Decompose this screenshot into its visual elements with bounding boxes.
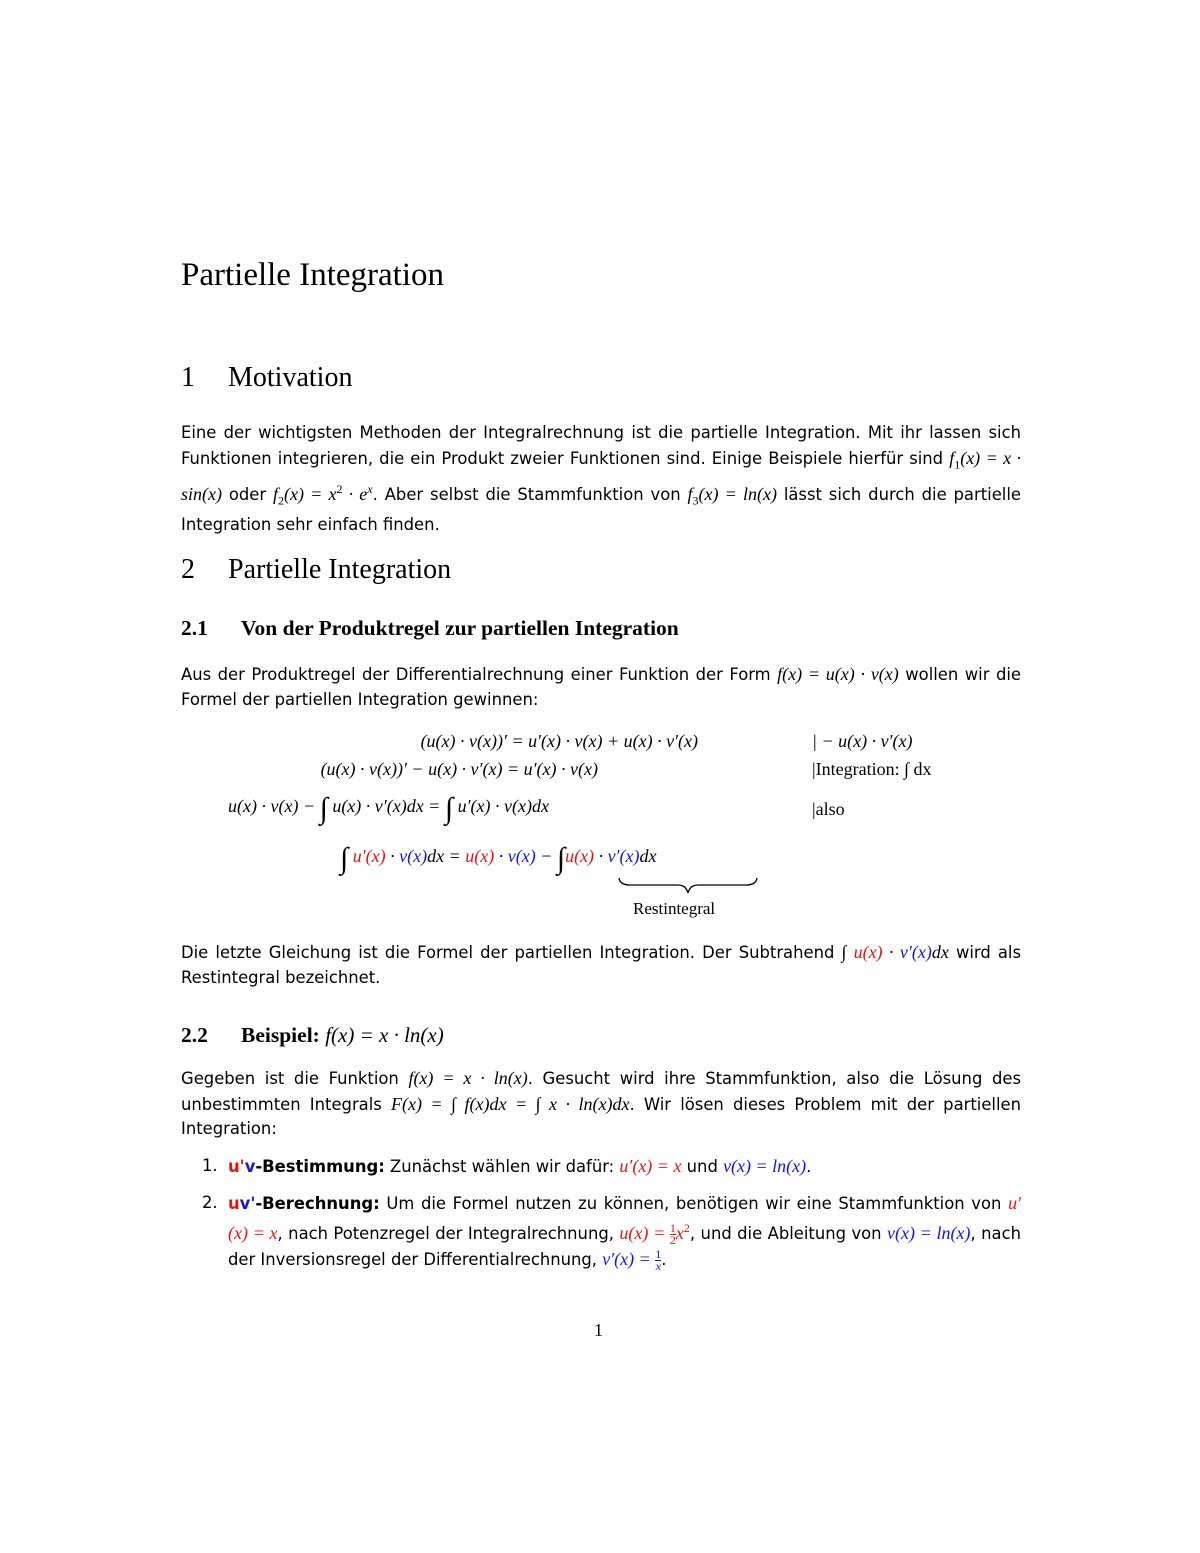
step-2-math-u-prime: u′(x) = x xyxy=(228,1192,1021,1243)
eq4-u3: u(x) xyxy=(565,846,595,866)
step-1-label-u: u' xyxy=(228,1157,245,1176)
motivation-text-oder: oder xyxy=(221,484,273,504)
eq3-part-a: u(x) · v(x) − xyxy=(228,796,316,816)
eq3-part-b: u(x) · v′(x)dx = xyxy=(332,796,441,816)
document-title: Partielle Integration xyxy=(181,257,444,293)
equation-1-lhs: (u(x) · v(x))′ = u′(x) · v(x) + u(x) · v′(x) xyxy=(420,731,698,751)
eq4-v: v(x) xyxy=(399,846,428,866)
beispiel-text-c: . Wir lösen dieses Problem mit der partiellen Integration: xyxy=(181,1094,1021,1138)
eq4-v-prime: v′(x) xyxy=(607,846,640,866)
section-2-heading xyxy=(181,553,451,587)
step-2-math-u: $u(x) = \frac{1}{2}$ $x^2$ xyxy=(619,1221,690,1247)
integral-sign-icon: ∫ xyxy=(556,842,566,875)
step-1-label-v: v xyxy=(244,1157,256,1176)
section-2-number: 2 xyxy=(181,554,195,585)
subsection-2-1-title: Von der Produktregel zur partiellen Integration xyxy=(241,616,679,640)
step-1-label: -Bestimmung: xyxy=(255,1157,385,1176)
step-2-label-v: v' xyxy=(239,1193,256,1213)
restintegral-paragraph: Die letzte Gleichung ist die Formel der partiellen Integration. Der Subtrahend ∫ u(x) · v′(x)dx wird als Restintegral bezeichnet. xyxy=(181,942,1022,987)
section-2-title: Partielle Integration xyxy=(228,554,452,585)
intro-text-a: Aus der Produktregel der Differentialrechnung einer Funktion der Form xyxy=(181,665,778,684)
eq3-part-c: u′(x) · v(x)dx xyxy=(457,796,549,816)
integral-sign-icon: ∫ xyxy=(444,792,454,825)
step-1-math-u: u′(x) = x xyxy=(619,1156,682,1176)
step-1-math-v: v(x) = ln(x) xyxy=(723,1156,807,1176)
restintegral-label: Restintegral xyxy=(633,899,716,918)
equation-2-note: |Integration: ∫ dx xyxy=(812,759,932,779)
motivation-text-a: Eine der wichtigsten Methoden der Integralrechnung ist die partielle Integration. Mit ihr lassen sich Funktionen integrieren, die ein Produkt zweier Funktionen sind. Einige Beispiele hierfür sind xyxy=(181,423,1021,468)
subsection-2-1-heading xyxy=(181,614,679,642)
section-1-heading xyxy=(181,361,352,395)
equation-3 xyxy=(228,792,549,825)
step-2-number: 2. xyxy=(202,1192,218,1212)
subsection-2-2-heading xyxy=(181,1021,444,1049)
equation-3-note: |also xyxy=(812,799,845,819)
step-2: 2. uv'-Berechnung: Um die Formel nutzen zu können, benötigen wir eine Stammfunktion von u′(x) = x, nach Potenzregel der Integralrechnung, $u(x) = \frac{1}{2}$ $x^2$, und die Ableitung von v(x) = ln(x), nach der Inversionsregel der Differentialrechnung, $v'(x) = \frac{1}{x}$ . xyxy=(202,1192,1021,1273)
steps-list xyxy=(181,1154,1021,1283)
beispiel-math-2: F(x) = ∫ f(x)dx = ∫ x · ln(x)dx xyxy=(391,1093,630,1114)
outro-text-b: wird als Restintegral bezeichnet. xyxy=(181,943,1022,987)
beispiel-text-a: Gegeben ist die Funktion xyxy=(181,1069,409,1088)
integral-sign-icon: ∫ xyxy=(841,942,847,962)
eq4-u: u(x) xyxy=(465,846,495,866)
math-f-uv: f(x) = u(x) · v(x) xyxy=(777,664,899,684)
step-2-math-v-prime: $v'(x) = \frac{1}{x}$ xyxy=(602,1246,662,1273)
beispiel-paragraph xyxy=(181,1066,1021,1142)
subsection-2-1-number: 2.1 xyxy=(181,616,208,640)
equation-4-formula: ∫ u′(x) · v(x)dx = u(x) · v(x) − ∫u(x) · v′(x)dx xyxy=(340,842,657,875)
motivation-text-b: . Aber selbst die Stammfunktion von xyxy=(372,484,688,504)
subsection-2-2-number: 2.2 xyxy=(181,1023,208,1047)
motivation-paragraph xyxy=(181,421,1021,537)
equation-1-note: | − u(x) · v′(x) xyxy=(812,731,913,751)
eq4-v2: v(x) xyxy=(507,846,536,866)
step-1: 1. u'v-Bestimmung: Zunächst wählen wir dafür: u′(x) = x und v(x) = ln(x). xyxy=(181,1154,1021,1180)
section-1-number: 1 xyxy=(181,362,195,393)
subsection-2-2-math: f(x) = x · ln(x) xyxy=(325,1023,444,1047)
section-1-title: Motivation xyxy=(228,362,353,393)
produktregel-intro xyxy=(181,662,1021,712)
math-f2: $f_2(x) = x^2 \cdot e^x$ xyxy=(273,481,373,508)
math-f3: $f_3(x) = \ln(x)$ xyxy=(687,483,777,508)
step-2-label: -Berechnung: xyxy=(255,1193,380,1213)
motivation-text-c: lässt sich durch die partielle Integration sehr einfach finden. xyxy=(181,484,1021,534)
beispiel-text-b: . Gesucht wird ihre Stammfunktion, also die Lösung des unbestimmten Integrals xyxy=(181,1069,1022,1114)
step-2-math-v: v(x) = ln(x) xyxy=(887,1223,971,1243)
page-number: 1 xyxy=(594,1320,603,1340)
step-2-label-u: u xyxy=(228,1193,240,1213)
beispiel-math-1: f(x) = x · ln(x) xyxy=(408,1068,528,1088)
outro-u: u(x) xyxy=(853,942,883,962)
math-f1: $f_1(x) = x \cdot \sin(x)$ xyxy=(181,447,1021,504)
integral-sign-icon: ∫ xyxy=(340,842,349,875)
eq4-u-prime: u′(x) xyxy=(352,846,386,866)
outro-v-prime: v′(x) xyxy=(899,942,932,962)
equation-2-lhs: (u(x) · v(x))′ − u(x) · v′(x) = u′(x) · v(x) xyxy=(320,759,598,779)
step-1-number: 1. xyxy=(202,1156,218,1175)
outro-text-a: Die letzte Gleichung ist die Formel der partiellen Integration. Der Subtrahend xyxy=(181,943,842,962)
integral-sign-icon: ∫ xyxy=(319,792,328,825)
subsection-2-2-title: Beispiel: xyxy=(241,1023,326,1047)
underbrace-icon xyxy=(618,876,758,896)
intro-text-b: wollen wir die Formel der partiellen Integration gewinnen: xyxy=(181,665,1021,709)
